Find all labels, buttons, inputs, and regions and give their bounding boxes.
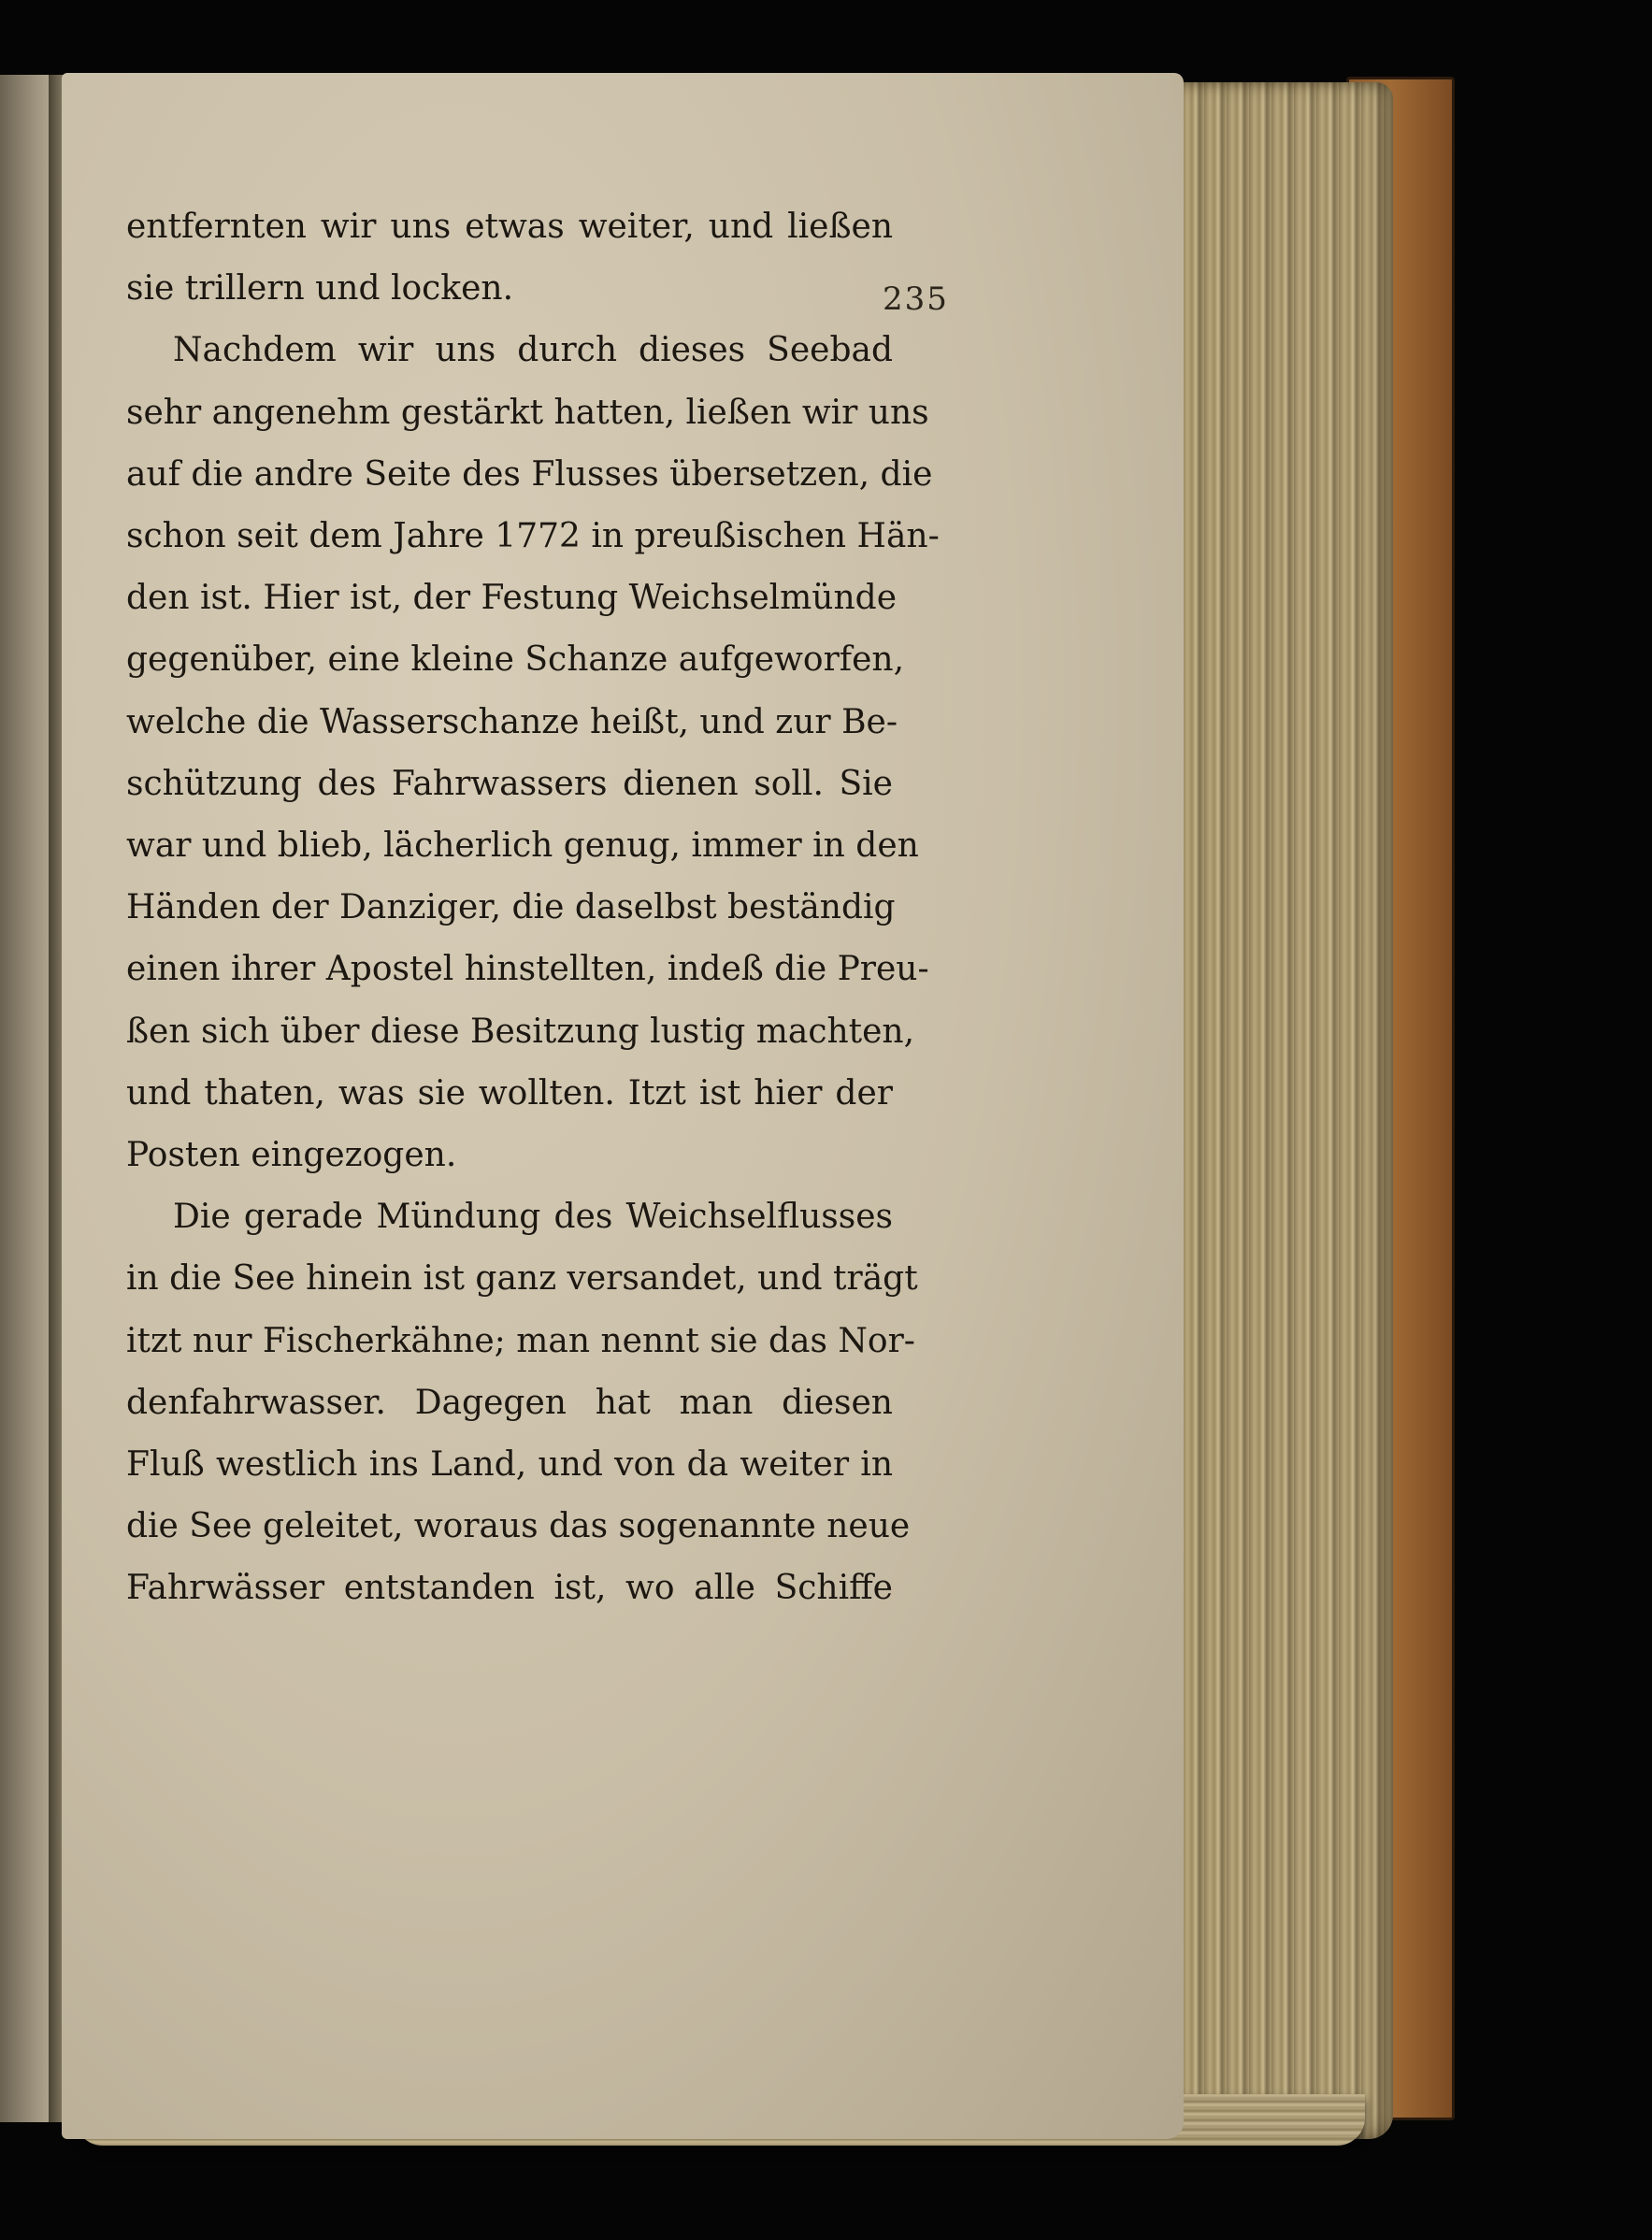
left-page-edge <box>0 75 56 2122</box>
text-line: in die See hinein ist ganz versandet, und trägt <box>126 1259 918 1298</box>
text-line: gegenüber, eine kleine Schanze aufgeworfen, <box>126 640 905 679</box>
text-line: schützung des Fahrwassers dienen soll. Sie <box>126 765 893 803</box>
text-line: itzt nur Fischerkähne; man nennt sie das Nor- <box>126 1322 915 1360</box>
page-stack-fore-edge <box>1159 82 1393 2139</box>
text-line: auf die andre Seite des Flusses übersetzen, die <box>126 455 933 494</box>
text-line: schon seit dem Jahre 1772 in preußischen Hän- <box>126 517 940 555</box>
text-line: Nachdem wir uns durch dieses Seebad <box>173 331 893 369</box>
text-line: Posten eingezogen. <box>126 1136 457 1174</box>
text-line: die See geleitet, woraus das sogenannte neue <box>126 1507 911 1545</box>
text-line: Händen der Danziger, die daselbst beständig <box>126 888 896 926</box>
text-line: ßen sich über diese Besitzung lustig machten, <box>126 1012 915 1051</box>
text-line: sehr angenehm gestärkt hatten, ließen wir uns <box>126 394 929 432</box>
text-line: einen ihrer Apostel hinstellten, indeß die Preu- <box>126 950 929 988</box>
text-line: den ist. Hier ist, der Festung Weichselmünde <box>126 579 898 617</box>
page-number: 235 <box>883 280 949 318</box>
text-line: denfahrwasser. Dagegen hat man diesen <box>126 1384 893 1422</box>
text-line: und thaten, was sie wollten. Itzt ist hier der <box>126 1074 893 1113</box>
text-line: Fluß westlich ins Land, und von da weiter in <box>126 1445 893 1484</box>
text-line: entfernten wir uns etwas weiter, und ließen <box>126 208 893 246</box>
text-line: sie trillern und locken. <box>126 269 514 308</box>
text-line: welche die Wasserschanze heißt, und zur Be- <box>126 703 898 741</box>
text-line: war und blieb, lächerlich genug, immer in den <box>126 826 919 865</box>
text-line: Die gerade Mündung des Weichselflusses <box>173 1198 893 1236</box>
text-line: Fahrwässer entstanden ist, wo alle Schiffe <box>126 1569 893 1607</box>
